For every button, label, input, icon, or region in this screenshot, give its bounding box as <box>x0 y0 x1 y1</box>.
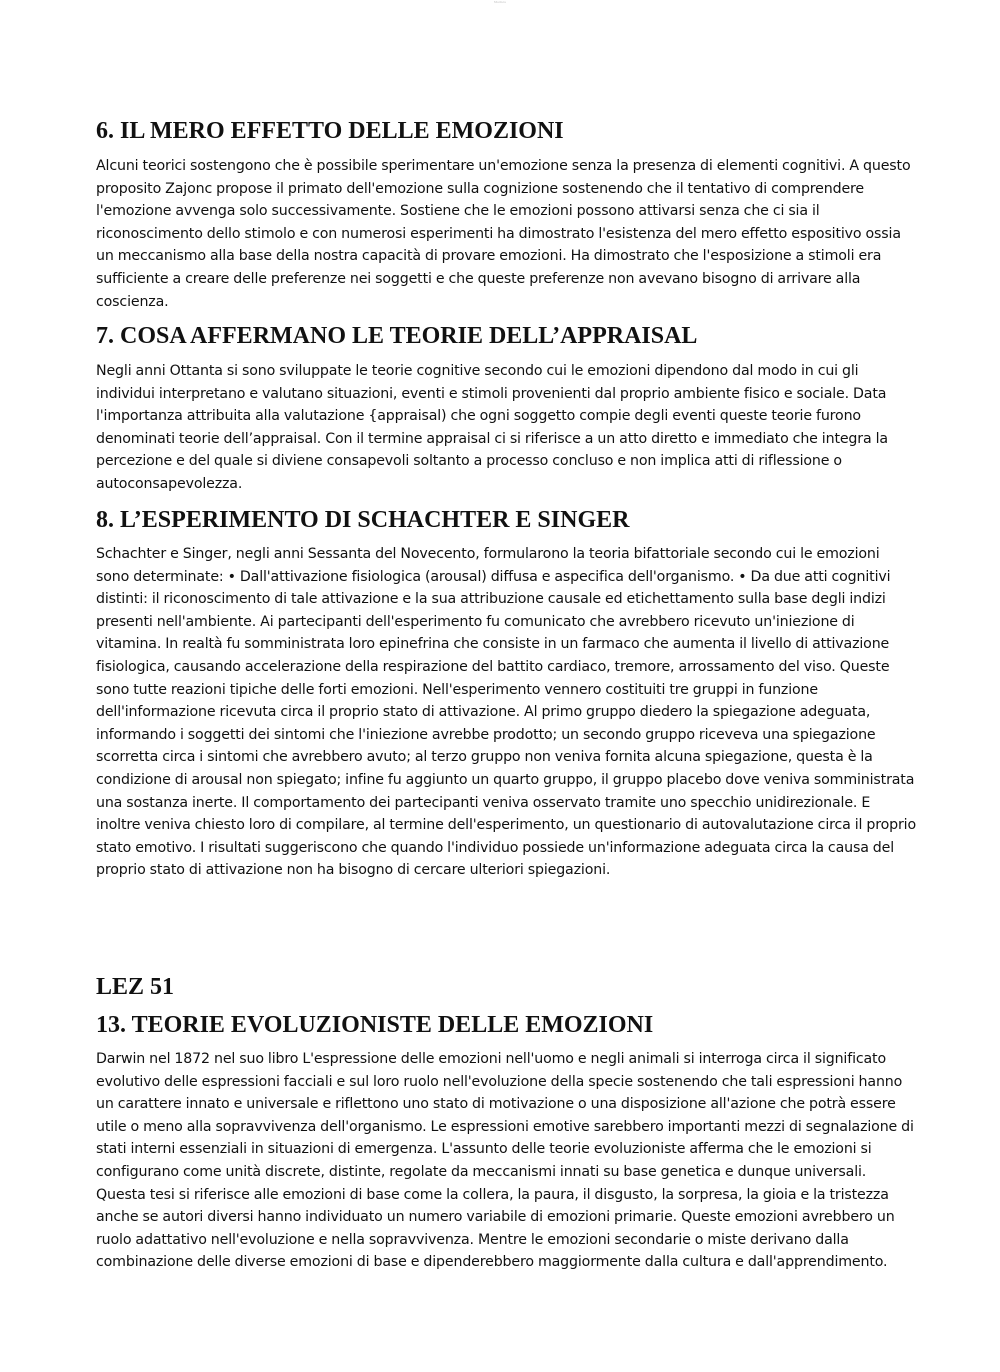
section-heading-7: 7. COSA AFFERMANO LE TEORIE DELL’APPRAISAL <box>96 323 698 349</box>
section-heading-6: 6. IL MERO EFFETTO DELLE EMOZIONI <box>96 118 564 144</box>
section-paragraph-13: Darwin nel 1872 nel suo libro L'espressione delle emozioni nell'uomo e negli animali si interroga circa il significato evolutivo delle espressioni facciali e sul loro ruolo nell'evoluzione della specie sostenendo che tali espressioni hanno un carattere innato e universale e riflettono uno stato di motivazione o una disposizione all'azione che potrà essere utile o meno alla sopravvivenza dell'organismo. Le espressioni emotive sarebbero importanti mezzi di segnalazione di stati interni essenziali in situazioni di emergenza. L'assunto delle teorie evoluzioniste afferma che le emozioni si configurano come unità discrete, distinte, regolate da meccanismi innati su base genetica e dunque universali. Questa tesi si riferisce alle emozioni di base come la collera, la paura, il disgusto, la sorpresa, la gioia e la tristezza anche se autori diversi hanno individuato un numero variabile di emozioni primarie. Queste emozioni avrebbero un ruolo adattativo nell'evoluzione e nella sopravvivenza. Mentre le emozioni secondarie o miste derivano dalla combinazione delle diverse emozioni di base e dipenderebbero maggiormente dalla cultura e dall'apprendimento. <box>96 1051 914 1271</box>
lesson-heading: LEZ 51 <box>96 974 175 1000</box>
section-heading-8: 8. L’ESPERIMENTO DI SCHACHTER E SINGER <box>96 507 630 533</box>
section-paragraph-6: Alcuni teorici sostengono che è possibile sperimentare un'emozione senza la presenza di elementi cognitivi. A questo proposito Zajonc propose il primato dell'emozione sulla cognizione sostenendo che il tentativo di comprendere l'emozione avvenga solo successivamente. Sostiene che le emozioni possono attivarsi senza che ci sia il riconoscimento dello stimolo e con numerosi esperimenti ha dimostrato l'esistenza del mero effetto espositivo ossia un meccanismo alla base della nostra capacità di provare emozioni. Ha dimostrato che l'esposizione a stimoli era sufficiente a creare delle preferenze nei soggetti e che queste preferenze non avevano bisogno di arrivare alla coscienza. <box>96 158 911 310</box>
section-heading-13: 13. TEORIE EVOLUZIONISTE DELLE EMOZIONI <box>96 1012 654 1038</box>
section-paragraph-8: Schachter e Singer, negli anni Sessanta del Novecento, formularono la teoria bifattoriale secondo cui le emozioni sono determinate: • Dall'attivazione fisiologica (arousal) diffusa e aspecifica dell'organismo. • Da due atti cognitivi distinti: il riconoscimento di tale attivazione e la sua attribuzione causale ed etichettamento sulla base degli indizi presenti nell'ambiente. Ai partecipanti dell'esperimento fu comunicato che avrebbero ricevuto un'iniezione di vitamina. In realtà fu somministrata loro epinefrina che consiste in un farmaco che aumenta il livello di attivazione fisiologica, causando accelerazione della respirazione del battito cardiaco, tremore, arrossamento del viso. Queste sono tutte reazioni tipiche delle forti emozioni. Nell'esperimento vennero costituiti tre gruppi in funzione dell'informazione ricevuta circa il proprio stato di attivazione. Al primo gruppo diedero la spiegazione adeguata, informando i soggetti dei sintomi che l'iniezione avrebbe prodotto; un secondo gruppo riceveva una spiegazione scorretta circa i sintomi che avrebbero avuto; al terzo gruppo non veniva fornita alcuna spiegazione, questa è la condizione di arousal non spiegato; infine fu aggiunto un quarto gruppo, il gruppo placebo dove veniva somministrata una sostanza inerte. Il comportamento dei partecipanti veniva osservato tramite uno specchio unidirezionale. E inoltre veniva chiesto loro di compilare, al termine dell'esperimento, un questionario di autovalutazione circa il proprio stato emotivo. I risultati suggeriscono che quando l'individuo possiede un'informazione adeguata circa la causa del proprio stato di attivazione non ha bisogno di cercare ulteriori spiegazioni. <box>96 546 916 879</box>
section-paragraph-7: Negli anni Ottanta si sono sviluppate le teorie cognitive secondo cui le emozioni dipendono dal modo in cui gli individui interpretano e valutano situazioni, eventi e stimoli provenienti dal proprio ambiente fisico e sociale. Data l'importanza attribuita alla valutazione {appraisal) che ogni soggetto compie degli eventi queste teorie furono denominati teorie dell’appraisal. Con il termine appraisal ci si riferisce a un atto diretto e immediato che integra la percezione e del quale si diviene consapevoli soltanto a processo concluso e non implica atti di riflessione o autoconsapevolezza. <box>96 363 888 492</box>
page-header-marker: Studocu <box>493 0 507 4</box>
